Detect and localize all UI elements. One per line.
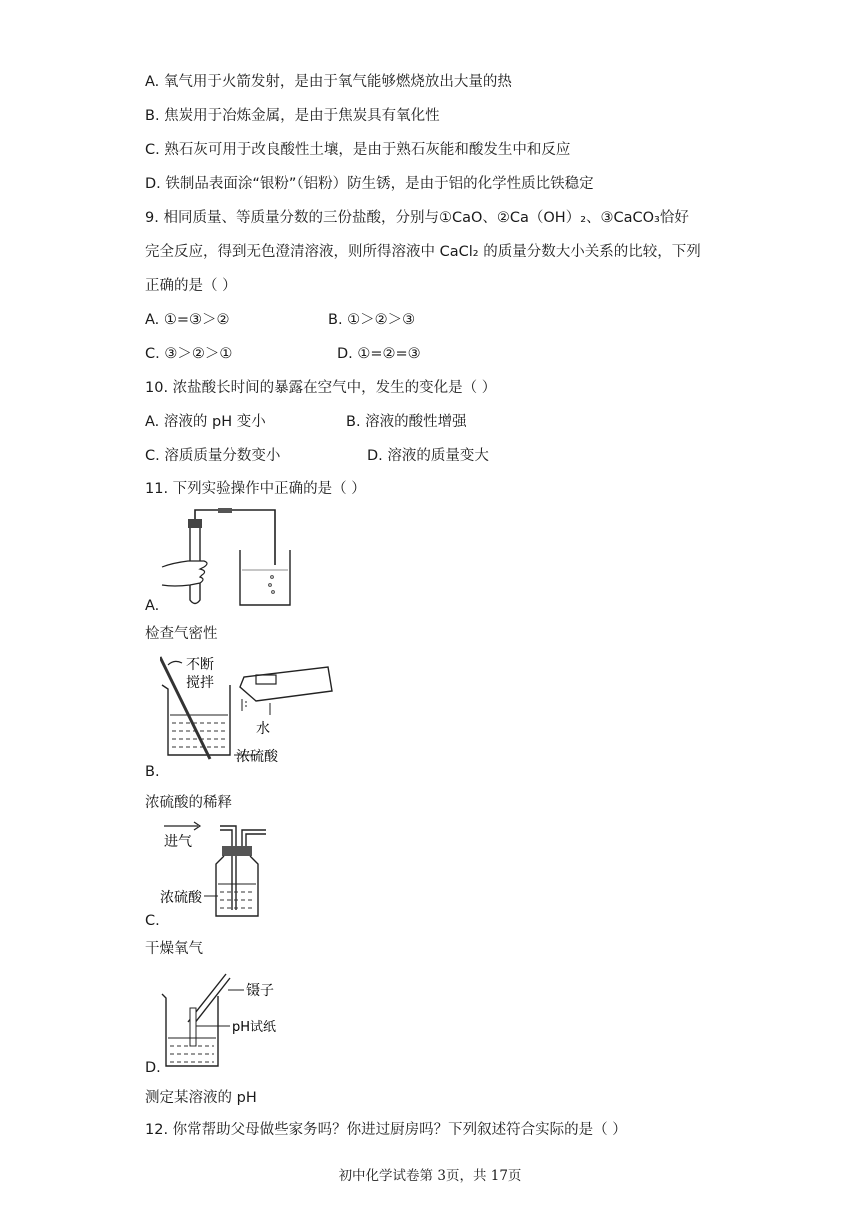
label-tweezers: 镊子 — [246, 983, 274, 999]
q11-option-c-caption: 干燥氧气 — [145, 941, 203, 957]
q12-stem: 12. 你常帮助父母做些家务吗？你进过厨房吗？下列叙述符合实际的是（ ） — [145, 1122, 627, 1138]
q11-option-a-letter: A. — [145, 598, 160, 614]
q9-stem-line1: 9. 相同质量、等质量分数的三份盐酸，分别与①CaO、②Ca（OH）₂、③CaCO₃恰好 — [145, 210, 689, 226]
q8-option-c: C. 熟石灰可用于改良酸性土壤，是由于熟石灰能和酸发生中和反应 — [145, 142, 571, 158]
q11-option-a-caption: 检查气密性 — [145, 626, 218, 642]
q9-option-a: A. ①=③＞② — [145, 312, 230, 328]
q10-stem: 10. 浓盐酸长时间的暴露在空气中，发生的变化是（ ） — [145, 380, 497, 396]
q10-option-c: C. 溶质质量分数变小 — [145, 448, 281, 464]
q11-option-b-letter: B. — [145, 764, 160, 780]
q9-option-c: C. ③＞②＞① — [145, 346, 233, 362]
label-ph-paper: pH试纸 — [232, 1020, 277, 1035]
q10-option-a: A. 溶液的 pH 变小 — [145, 414, 266, 430]
figure-airtightness-check — [160, 505, 300, 610]
q8-option-d: D. 铁制品表面涂“银粉”（铝粉）防生锈，是由于铝的化学性质比铁稳定 — [145, 176, 594, 192]
figure-acid-dilution — [160, 655, 340, 765]
q11-option-c-letter: C. — [145, 913, 160, 929]
page-footer: 初中化学试卷第 3页，共 17页 — [338, 1168, 522, 1184]
q11-option-d-caption: 测定某溶液的 pH — [145, 1090, 257, 1106]
label-stir-2: 搅拌 — [186, 675, 214, 691]
label-stir-1: 不断 — [186, 657, 214, 673]
q11-stem: 11. 下列实验操作中正确的是（ ） — [145, 481, 366, 497]
figure-drying-oxygen — [160, 820, 310, 920]
q8-option-a: A. 氧气用于火箭发射，是由于氧气能够燃烧放出大量的热 — [145, 74, 512, 90]
q8-option-b: B. 焦炭用于冶炼金属，是由于焦炭具有氧化性 — [145, 108, 440, 124]
label-conc-acid-c: 浓硫酸 — [160, 890, 202, 906]
label-gas-in: 进气 — [164, 834, 192, 850]
q9-stem-line2: 完全反应，得到无色澄清溶液，则所得溶液中 CaCl₂ 的质量分数大小关系的比较，下列 — [145, 244, 701, 260]
q11-option-b-caption: 浓硫酸的稀释 — [145, 795, 232, 811]
q9-option-b: B. ①＞②＞③ — [328, 312, 416, 328]
q9-stem-line3: 正确的是（ ） — [145, 278, 237, 294]
q10-option-d: D. 溶液的质量变大 — [367, 448, 489, 464]
label-water: 水 — [256, 721, 270, 737]
q11-option-d-letter: D. — [145, 1060, 161, 1076]
q9-option-d: D. ①=②=③ — [337, 346, 421, 362]
figure-measure-ph — [160, 972, 300, 1072]
q10-option-b: B. 溶液的酸性增强 — [346, 414, 467, 430]
label-conc-acid: 浓硫酸 — [236, 749, 278, 765]
